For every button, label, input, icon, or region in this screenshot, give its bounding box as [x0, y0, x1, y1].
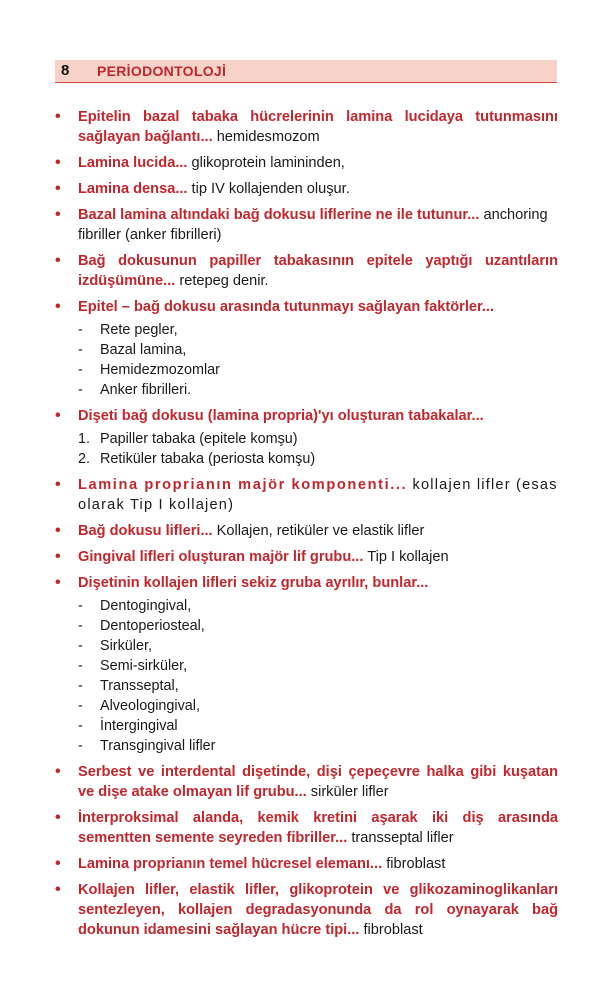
sub-list-item: - Dentogingival,: [78, 598, 192, 614]
list-item: [55, 205, 558, 245]
content-body: [55, 107, 558, 946]
item-question: Dişeti bağ dokusu (lamina propria)'yı oluşturan tabakalar...: [78, 408, 484, 424]
sub-list-item: 2. Retiküler tabaka (periosta komşu): [78, 451, 316, 467]
item-answer: hemidesmozom: [212, 129, 320, 145]
item-answer: fibroblast: [382, 856, 446, 872]
list-item: [55, 762, 558, 802]
bullet-icon: •: [55, 206, 61, 223]
list-item: [55, 475, 558, 515]
item-answer: retepeg denir.: [175, 273, 269, 289]
item-answer: transseptal lifler: [347, 830, 454, 846]
bullet-icon: •: [55, 763, 61, 780]
sub-list-item: - Transgingival lifler: [78, 738, 216, 754]
sub-list: [78, 320, 558, 400]
item-question: Serbest ve interdental dişetinde, dişi çepeçevre halka gibi kuşatan ve dişe atake olmayan lif grubu...: [78, 764, 558, 800]
list-item: [55, 297, 558, 400]
item-question: Lamina proprianın temel hücresel elemanı...: [78, 856, 383, 872]
item-question: Lamina propria​nın majör komponenti...: [78, 477, 408, 493]
list-item: [55, 808, 558, 848]
sub-list: [78, 429, 558, 469]
item-answer: fibroblast: [359, 922, 423, 938]
sub-list-item: - Alveologingival,: [78, 698, 200, 714]
sub-list-item: - Bazal lamina,: [78, 342, 187, 358]
item-answer: sirküler lifler: [306, 784, 389, 800]
list-item: [55, 406, 558, 469]
page-number: 8: [61, 62, 70, 79]
sub-list-item: - Rete pegler,: [78, 322, 178, 338]
sub-list-item: - Anker fibrilleri.: [78, 382, 192, 398]
bullet-icon: •: [55, 548, 61, 565]
page-header: [55, 60, 557, 83]
item-question: İnterproksimal alanda, kemik kretini aşarak iki diş arasında sementten semente seyreden fibriller...: [78, 810, 558, 846]
item-question: Epitelin bazal tabaka hücrelerinin lamina lucidaya tutunmasını sağlayan bağlantı...: [78, 109, 558, 145]
bullet-icon: •: [55, 154, 61, 171]
sub-list-item: - İntergingival: [78, 718, 178, 734]
bullet-icon: •: [55, 881, 61, 898]
sub-list-item: - Dentoperiosteal,: [78, 618, 205, 634]
bullet-icon: •: [55, 252, 61, 269]
bullet-icon: •: [55, 522, 61, 539]
item-question: Bağ dokusunun papiller tabakasının epitele yaptığı uzantıların izdüşümüne...: [78, 253, 558, 289]
sub-list-item: - Sirküler,: [78, 638, 152, 654]
item-answer: Tip I kollajen: [363, 549, 449, 565]
sub-list-item: - Hemidezmozomlar: [78, 362, 220, 378]
sub-list-item: 1. Papiller tabaka (epitele komşu): [78, 431, 298, 447]
bullet-icon: •: [55, 855, 61, 872]
sub-list-item: - Semi-sirküler,: [78, 658, 188, 674]
bullet-icon: •: [55, 108, 61, 125]
list-item: [55, 854, 558, 874]
list-item: [55, 251, 558, 291]
item-answer: tip IV kollajenden oluşur.: [187, 181, 350, 197]
item-answer: glikoprotein lamininden,: [187, 155, 345, 171]
item-answer: anchoring fibriller (anker fibrilleri): [78, 207, 548, 243]
list-item: [55, 880, 558, 940]
bullet-icon: •: [55, 180, 61, 197]
item-question: Gingival lifleri oluşturan majör lif grubu...: [78, 549, 364, 565]
item-question: Dişetinin kollajen lifleri sekiz gruba ayrılır, bunlar...: [78, 575, 429, 591]
bullet-icon: •: [55, 809, 61, 826]
item-question: Bazal lamina altındaki bağ dokusu liflerine ne ile tutunur...: [78, 207, 480, 223]
list-item: [55, 547, 558, 567]
bullet-icon: •: [55, 298, 61, 315]
item-question: Bağ dokusu lifleri...: [78, 523, 213, 539]
item-question: Kollajen lifler, elastik lifler, glikoprotein ve glikozaminoglikanları sentezleyen, kollajen degradasyonunda da rol oynayarak bağ dokunun idamesini sağlayan hücre tipi...: [78, 882, 558, 938]
list-item: [55, 573, 558, 756]
item-question: Lamina lucida...: [78, 155, 188, 171]
list-item: [55, 521, 558, 541]
item-question: Lamina densa...: [78, 181, 188, 197]
sub-list: [78, 596, 558, 756]
list-item: [55, 107, 558, 147]
list-item: [55, 179, 558, 199]
bullet-icon: •: [55, 574, 61, 591]
sub-list-item: - Transseptal,: [78, 678, 179, 694]
bullet-icon: •: [55, 407, 61, 424]
bullet-icon: •: [55, 476, 61, 493]
list-item: [55, 153, 558, 173]
chapter-title: PERİODONTOLOJİ: [97, 63, 227, 79]
item-answer: kollajen lifler (esas olarak Tip I kollajen): [78, 477, 558, 513]
item-question: Epitel – bağ dokusu arasında tutunmayı sağlayan faktörler...: [78, 299, 495, 315]
item-answer: Kollajen, retiküler ve elastik lifler: [212, 523, 425, 539]
